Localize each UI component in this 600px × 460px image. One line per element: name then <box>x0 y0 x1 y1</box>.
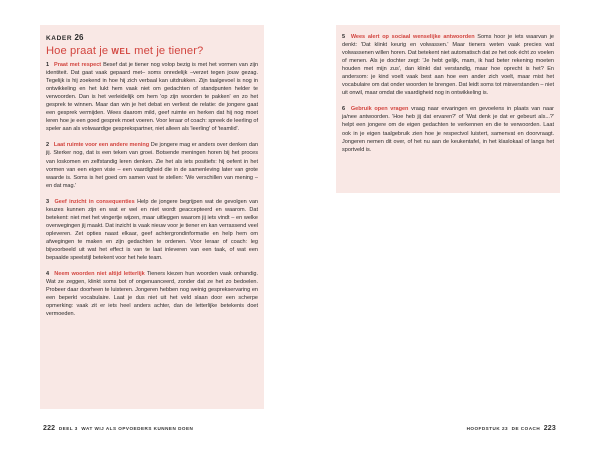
title-part-2: met je tiener? <box>134 45 204 57</box>
section-title: WAT WIJ ALS OPVOEDERS KUNNEN DOEN <box>81 426 194 431</box>
kader-box-continued <box>336 25 560 193</box>
title-emphasis: WEL <box>111 47 131 56</box>
kader-label <box>46 33 258 42</box>
tip-text: De jongere mag er anders over denken dan jij. Sterker nog, dat is een teken van groei. Botsende meningen horen bij het proces van loskomen en zelfstandig leren denken. Zie het als iets positiefs: hij oefent in het vormen van een eigen visie – een vaardigheid die in de samenleving later van grote waarde is. Soms is het goed om samen vast te stellen: 'We verschillen van mening – en dat mag.' <box>46 142 259 189</box>
tip-text: vraag naar ervaringen en gevoelens in plaats van naar ja/nee antwoorden. 'Hoe heb jij dat ervaren?' of 'Wat denk je dat er gebeurt als...?' helpt een jongere om de eigen gedachten te verkennen en die te verwoorden. Laat ook in je eigen taalgebruik zien hoe je respectvol luistert, samenvat en doorvraagt. Jongeren nemen dit over, of het nu aan de keukentafel, in het klaslokaal of langs het sportveld is. <box>342 106 554 153</box>
kader-box <box>40 25 264 409</box>
tip-number: 5 <box>342 34 346 40</box>
tip-heading: Laat ruimte voor een andere mening <box>53 142 150 149</box>
tip-number: 2 <box>46 142 50 149</box>
page-number: 222 <box>43 425 56 432</box>
tip-heading: Neem woorden niet altijd letterlijk <box>54 271 145 278</box>
tip-number: 3 <box>46 198 50 205</box>
left-footer <box>43 425 193 432</box>
tip-item-3 <box>46 198 258 262</box>
right-footer <box>467 425 556 432</box>
chapter-label: HOOFDSTUK 23 <box>466 426 509 431</box>
tip-item-4 <box>46 270 258 318</box>
tip-text: Soms hoor je iets waarvan je denkt: 'Dat klinkt keurig en volwassen.' Maar tieners weten vaak precies wat volwassenen willen horen. Dat betekent niet automatisch dat ze het ook écht zo voelen of menen. Als je dochter zegt: 'Je hebt gelijk, mam, ik had beter rekening moeten houden met mijn zus', dan klinkt dat verstandig, maar hoe oprecht is het? En andersom: je kind voelt vaak best aan hoe een ander zich voelt, maar mist het vocabulaire om dat onder woorden te brengen. Dat leidt soms tot misverstanden – niet uit onwil, maar omdat die vaardigheid nog in ontwikkeling is. <box>342 34 554 97</box>
page-number: 223 <box>543 425 556 432</box>
right-page <box>300 0 600 460</box>
tip-heading: Gebruik open vragen <box>350 106 409 113</box>
tip-item-2 <box>46 141 258 189</box>
box-title <box>46 45 258 57</box>
tip-heading: Praat met respect <box>54 62 102 68</box>
kader-number: 26 <box>74 33 84 42</box>
tip-heading: Geef inzicht in consequenties <box>54 198 135 205</box>
tip-number: 1 <box>46 62 50 68</box>
tip-text: Tieners kiezen hun woorden vaak onhandig. Wat ze zeggen, klinkt soms bot of ongenuanceerd, zonder dat ze het zo bedoelen. Probeer daar doorheen te luisteren. Jongeren hebben nog weinig gesprekservaring en een beperkt vocabulaire. Laat je dus niet uit het veld slaan door een scherpe opmerking: vaak zit er iets heel anders achter, dan de letterlijke betekenis doet vermoeden. <box>46 271 259 318</box>
kader-label-text: KADER <box>46 35 73 42</box>
tip-text: Besef dat je tiener nog volop bezig is met het vormen van zijn identiteit. Dat gaat vaak gepaard met– soms onredelijk –verzet tegen jouw gezag. Tegelijk is hij zoekend in hoe hij zich verbaal kan uitdrukken. Zijn taalgevoel is nog in ontwikkeling en het lukt hem vaak niet om gedachten of standpunten helder te verwoorden. Dan is het verleidelijk om hem 'op zijn woorden te pakken' en zo het gesprek te winnen. Maar dan win je het debat en verliest de relatie: de jongere gaat een gesprek vermijden. Wees daarom mild, geef ruimte en herken dat hij nog moet leren hoe je een goed gesprek moet voeren. Voor leraar of coach: spreek de leerling of speler aan als volwaardige gesprekspartner, niet alleen als 'leerling' of 'teamlid'. <box>46 62 259 133</box>
tip-text: Help de jongere begrijpen wat de gevolgen van keuzes kunnen zijn en wat er wel en niet wordt geaccepteerd en waarom. Dat betekent: niet met het vingertje wijzen, maar uitleggen waarom jij iets vindt – en welke overwegingen jij maakt. Dat inzicht is vaak nieuw voor je tiener en kan verrassend veel opleveren. Zet opties naast elkaar, geef achtergrondinformatie en help hem om afwegingen te maken en zijn gedachten te ordenen. Voor leraar of coach: leg bijvoorbeeld uit wat het effect is van te laat inleveren van een taak, of wat een bepaalde speelstijl betekent voor het hele team. <box>46 198 258 262</box>
tip-number: 4 <box>46 271 50 278</box>
chapter-title: DE COACH <box>511 426 541 431</box>
tip-item-6 <box>342 105 554 153</box>
tip-heading: Wees alert op sociaal wenselijke antwoorden <box>350 34 475 40</box>
section-label: DEEL 3 <box>58 426 78 431</box>
tip-number: 6 <box>342 106 346 113</box>
title-part-1: Hoe praat je <box>46 45 109 57</box>
tip-item-5 <box>342 33 554 97</box>
tip-item-1 <box>46 61 258 133</box>
